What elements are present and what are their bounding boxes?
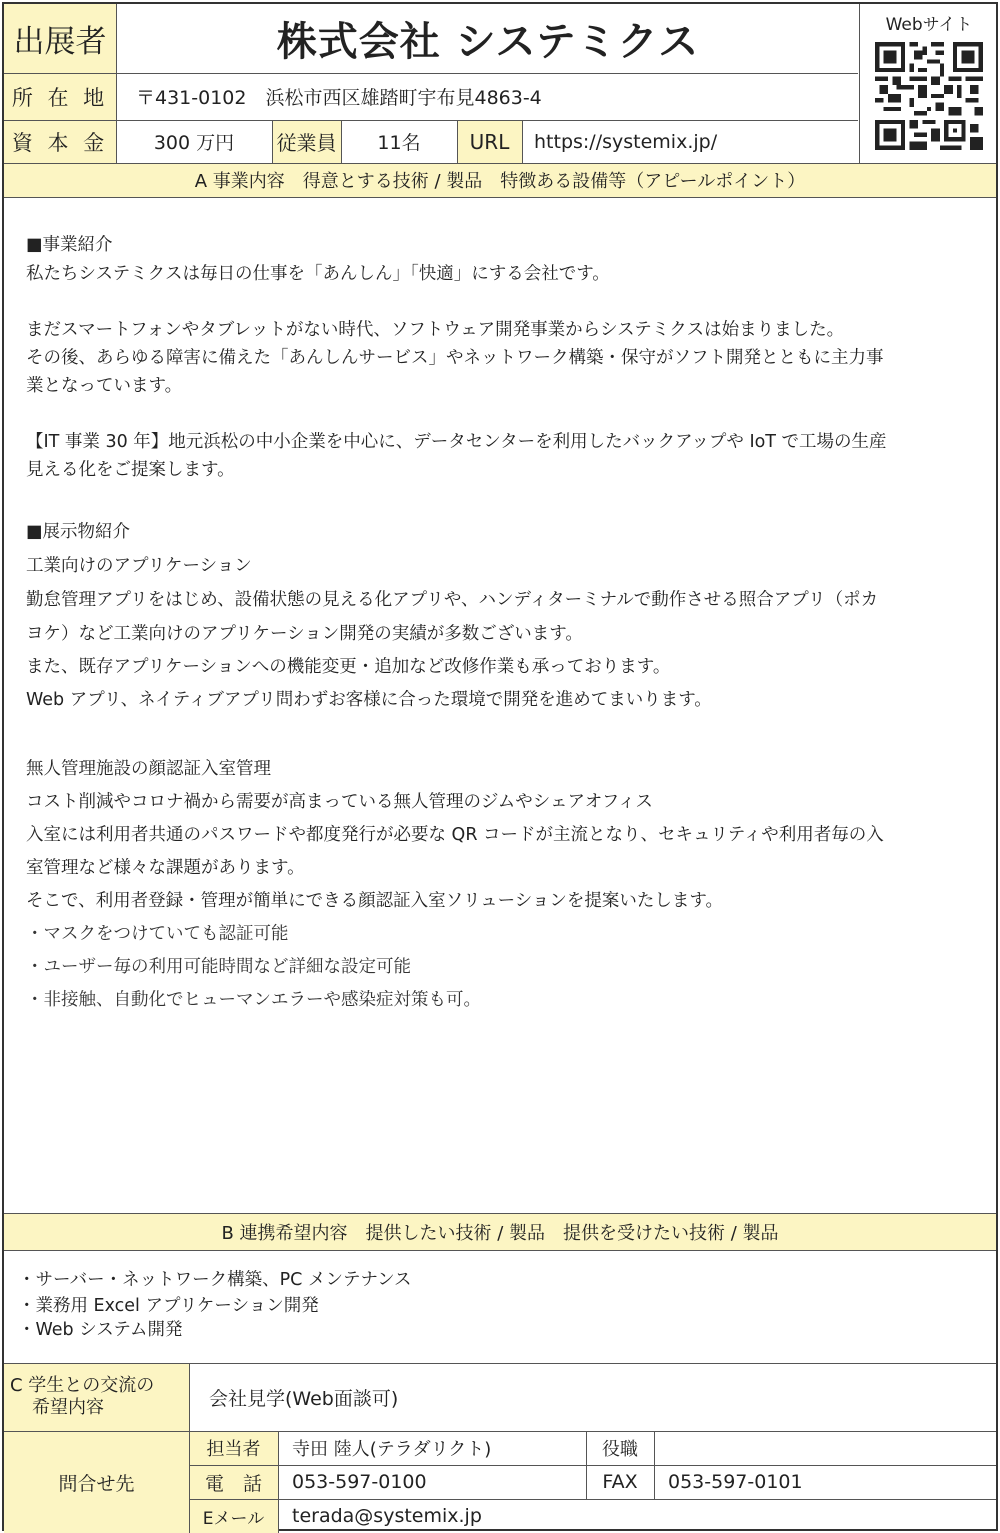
text-line: その後、あらゆる障害に備えた「あんしんサービス」やネットワーク構築・保守がソフト開発とともに主力事 — [26, 348, 884, 368]
capital-label: 資 本 金 — [4, 120, 116, 163]
text-line: 業となっています。 — [26, 376, 183, 396]
text-line: また、既存アプリケーションへの機能変更・追加など改修作業も承っております。 — [26, 657, 671, 677]
capital-value: 300 万円 — [153, 132, 235, 154]
divider — [4, 1431, 996, 1432]
text-line: ヨケ）など工業向けのアプリケーション開発の実績が多数ございます。 — [26, 624, 583, 644]
divider — [189, 1499, 996, 1500]
bullet-item: ・非接触、自動化でヒューマンエラーや感染症対策も可。 — [26, 990, 481, 1010]
url-label: URL — [457, 120, 522, 163]
address-label: 所 在 地 — [4, 73, 116, 120]
list-item: ・サーバー・ネットワーク構築、PC メンテナンス — [18, 1270, 412, 1290]
divider — [4, 1250, 996, 1251]
divider — [654, 1431, 655, 1499]
person-value: 寺田 陸人(テラダリクト) — [292, 1439, 492, 1460]
section-b-title: B 連携希望内容 提供したい技術 / 製品 提供を受けたい技術 / 製品 — [4, 1213, 996, 1250]
divider — [116, 4, 117, 163]
phone-label: 電 話 — [189, 1465, 278, 1499]
company-name: 株式会社 システミクス — [276, 19, 700, 65]
exhibitor-label: 出展者 — [4, 4, 116, 73]
divider — [457, 120, 458, 163]
text-line: 【IT 事業 30 年】地元浜松の中小企業を中心に、データセンターを利用したバックアップや IoT で工場の生産 — [26, 432, 887, 452]
url-link[interactable]: https://systemix.jp/ — [534, 130, 718, 153]
divider — [859, 4, 860, 163]
text-line: 工業向けのアプリケーション — [26, 556, 252, 576]
fax-label: FAX — [602, 1471, 638, 1493]
exhibitor-sheet — [2, 2, 998, 1531]
employees-label: 従業員 — [272, 120, 341, 163]
text-line: 入室には利用者共通のパスワードや都度発行が必要な QR コードが主流となり、セキュリティや利用者毎の入 — [26, 825, 884, 845]
position-value — [654, 1431, 996, 1465]
divider — [341, 120, 342, 163]
bullet-item: ・ユーザー毎の利用可能時間など詳細な設定可能 — [26, 957, 411, 977]
text-line: Web アプリ、ネイティブアプリ問わずお客様に合った環境で開発を進めてまいります。 — [26, 690, 712, 710]
email-value[interactable]: terada@systemix.jp — [292, 1505, 482, 1527]
text-line: 私たちシステミクスは毎日の仕事を「あんしん」「快適」にする会社です。 — [26, 264, 610, 284]
phone-value[interactable]: 053-597-0100 — [292, 1471, 427, 1493]
address-value: 〒431-0102 浜松市西区雄踏町宇布見4863-4 — [136, 87, 542, 109]
text-line: 無人管理施設の顔認証入室管理 — [26, 759, 271, 779]
fax-value: 053-597-0101 — [668, 1471, 803, 1493]
divider — [4, 163, 996, 164]
text-line: まだスマートフォンやタブレットがない時代、ソフトウェア開発事業からシステミクスは始まりました。 — [26, 320, 845, 340]
email-label: Eメール — [189, 1499, 278, 1533]
text-line: そこで、利用者登録・管理が簡単にできる顔認証入室ソリューションを提案いたします。 — [26, 891, 724, 911]
divider — [4, 1213, 996, 1214]
bullet-item: ・マスクをつけていても認証可能 — [26, 924, 289, 944]
contact-label: 問合せ先 — [4, 1431, 189, 1533]
employees-value: 11名 — [377, 132, 421, 154]
list-item: ・Web システム開発 — [18, 1320, 183, 1340]
section-c-label — [4, 1363, 189, 1431]
divider — [189, 1465, 996, 1466]
text-line: ■事業紹介 — [26, 235, 113, 255]
section-c-label-line2: 希望内容 — [32, 1397, 104, 1418]
divider — [272, 120, 273, 163]
divider — [189, 1363, 190, 1533]
section-c-content: 会社見学(Web面談可) — [209, 1387, 399, 1410]
divider — [278, 1431, 279, 1533]
text-line: 勤怠管理アプリをはじめ、設備状態の見える化アプリや、ハンディターミナルで動作させる照合アプリ（ポカ — [26, 590, 879, 610]
text-line: 見える化をご提案します。 — [26, 460, 235, 480]
position-label: 役職 — [602, 1439, 638, 1460]
list-item: ・業務用 Excel アプリケーション開発 — [18, 1296, 319, 1316]
section-c-label-line1: C 学生との交流の — [10, 1374, 155, 1396]
divider — [522, 120, 523, 163]
divider — [4, 73, 858, 74]
divider — [4, 1363, 996, 1364]
text-line: ■展示物紹介 — [26, 522, 131, 542]
website-label: Webサイト — [885, 15, 973, 35]
divider — [4, 197, 996, 198]
divider — [586, 1431, 587, 1499]
text-line: コスト削減やコロナ禍から需要が高まっている無人管理のジムやシェアオフィス — [26, 792, 653, 812]
divider — [4, 120, 858, 121]
text-line: 室管理など様々な課題があります。 — [26, 858, 305, 878]
section-a-title: A 事業内容 得意とする技術 / 製品 特徴ある設備等（アピールポイント） — [4, 163, 996, 197]
person-label: 担当者 — [189, 1431, 278, 1465]
qr-code-icon[interactable] — [875, 42, 983, 150]
